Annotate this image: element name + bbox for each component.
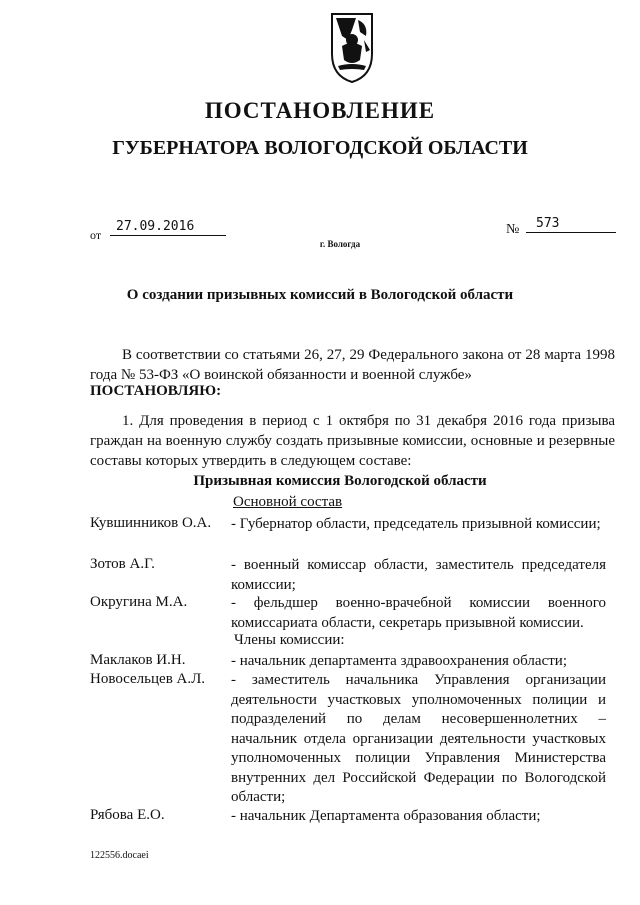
member-name: Маклаков И.Н. bbox=[90, 652, 186, 668]
coat-of-arms-emblem bbox=[328, 10, 376, 86]
city-label: г. Вологда bbox=[319, 239, 361, 249]
document-date: 27.09.2016 bbox=[110, 219, 226, 236]
clause-1-paragraph: 1. Для проведения в период с 1 октября по 31 декабря 2016 года призыва граждан на военную службу создать призывные комиссии, основные и резервные составы которых утвердить в следующем составе: bbox=[90, 413, 615, 469]
member-role: - начальник департамента здравоохранения области; bbox=[231, 653, 567, 669]
number-prefix: № bbox=[506, 222, 520, 237]
member-role: - начальник Департамента образования области; bbox=[231, 808, 541, 824]
document-subject: О создании призывных комиссий в Вологодской области bbox=[126, 287, 514, 303]
member-role: - заместитель начальника Управления организации деятельности участковых уполномоченных полиции и подразделений по делам несовершеннолетних – начальник отдела организации деятельности участковых уполномоченных полиции Управления Министерства внутренних дел Российской Федерации по Вологодской области; bbox=[231, 672, 606, 805]
member-name: Новосельцев А.Л. bbox=[90, 671, 206, 687]
member-role: - фельдшер военно-врачебной комиссии военного комиссариата области, секретарь призывной комиссии. bbox=[231, 595, 606, 631]
document-title: ПОСТАНОВЛЕНИЕ bbox=[204, 98, 436, 123]
member-name: Зотов А.Г. bbox=[90, 556, 155, 572]
preamble-paragraph: В соответствии со статьями 26, 27, 29 Федерального закона от 28 марта 1998 года № 53-ФЗ «О воинской обязанности и военной службе» bbox=[90, 347, 615, 383]
commission-title: Призывная комиссия Вологодской области bbox=[193, 473, 487, 489]
decree-heading: ПОСТАНОВЛЯЮ: bbox=[90, 383, 222, 399]
footer-filename: 122556.docaei bbox=[90, 850, 149, 861]
document-number: 573 bbox=[526, 216, 616, 233]
member-name: Округина М.А. bbox=[90, 594, 188, 610]
member-name: Кувшинников О.А. bbox=[90, 515, 212, 531]
member-role: - военный комиссар области, заместитель председателя комиссии; bbox=[231, 557, 606, 593]
member-role: - Губернатор области, председатель призывной комиссии; bbox=[231, 516, 601, 532]
date-prefix: от bbox=[90, 228, 102, 242]
members-label: Члены комиссии: bbox=[234, 632, 345, 648]
member-name: Рябова Е.О. bbox=[90, 807, 165, 823]
document-subtitle: ГУБЕРНАТОРА ВОЛОГОДСКОЙ ОБЛАСТИ bbox=[112, 137, 528, 159]
main-composition-heading: Основной состав bbox=[233, 494, 343, 510]
